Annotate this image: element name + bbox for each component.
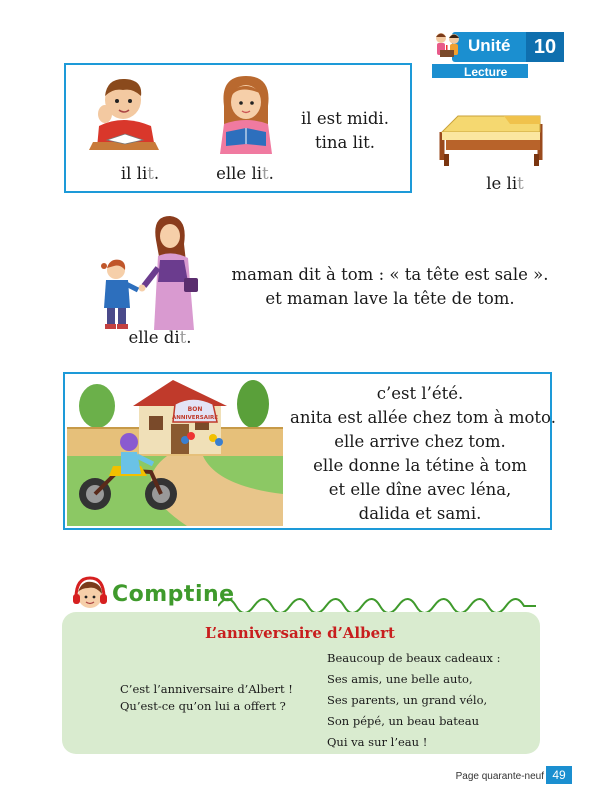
poem-right-line-3: Ses parents, un grand vélo, — [327, 693, 488, 707]
silent-letter: t — [147, 164, 154, 183]
section2-line-1: maman dit à tom : « ta tête est sale ». — [231, 265, 549, 284]
silent-letter: t — [262, 164, 269, 183]
caption-le-lit — [470, 172, 540, 197]
caption-text: elle li — [216, 164, 262, 183]
caption-text: le li — [486, 174, 518, 193]
poem-left-line-2: Qu’est-ce qu’on lui a offert ? — [120, 699, 286, 713]
box2-line-3: elle arrive chez tom. — [334, 432, 506, 451]
decorative-swirl-line — [218, 588, 538, 612]
unit-label: Unité — [468, 36, 511, 55]
section-label: Lecture — [464, 65, 508, 79]
poem-right-line-1: Beaucoup de beaux cadeaux : — [327, 651, 501, 665]
caption-end: . — [186, 328, 192, 347]
moto-house-illustration — [67, 376, 283, 526]
sign-text-2: ANNIVERSAIRE — [171, 415, 219, 421]
box2-line-6: dalida et sami. — [358, 504, 482, 523]
comptine-heading: Comptine — [112, 582, 235, 607]
poem-right-line-5: Qui va sur l’eau ! — [327, 735, 428, 749]
box1-line-2: tina lit. — [314, 133, 376, 152]
poem-title: L’anniversaire d’Albert — [204, 624, 395, 642]
box1-line-1: il est midi. — [301, 109, 389, 128]
poem-right-line-4: Son pépé, un beau bateau — [327, 714, 479, 728]
headphones-boy-icon — [70, 574, 110, 614]
box2-line-4: elle donne la tétine à tom — [313, 456, 527, 475]
poem-right-line-2: Ses amis, une belle auto, — [327, 672, 473, 686]
girl-reading-illustration — [210, 70, 282, 156]
page-label: Page quarante-neuf — [455, 771, 544, 782]
children-cake-icon — [432, 30, 462, 64]
box2-line-1: c’est l’été. — [376, 384, 464, 403]
section2-line-2: et maman lave la tête de tom. — [265, 289, 515, 308]
caption-text: elle di — [128, 328, 180, 347]
caption-text: il li — [120, 164, 148, 183]
unit-badge — [432, 32, 564, 78]
mother-and-child-illustration — [92, 212, 212, 332]
silent-letter: t — [517, 174, 524, 193]
sign-text-1: BON — [187, 406, 203, 413]
caption-elle-lit — [205, 162, 285, 187]
page-number: 49 — [546, 766, 572, 784]
caption-end: . — [268, 164, 274, 183]
caption-end: . — [153, 164, 160, 183]
box2-line-2: anita est allée chez tom à moto. — [290, 408, 556, 427]
boy-reading-illustration — [85, 70, 169, 156]
section-bar — [432, 62, 528, 78]
box2-line-5: et elle dîne avec léna, — [328, 480, 512, 499]
poem-left-line-1: C’est l’anniversaire d’Albert ! — [120, 682, 293, 696]
bed-illustration — [436, 110, 546, 170]
unit-number: 10 — [526, 32, 564, 62]
caption-il-lit — [100, 162, 180, 187]
silent-letter: t — [179, 328, 187, 347]
caption-elle-dit — [115, 326, 205, 351]
